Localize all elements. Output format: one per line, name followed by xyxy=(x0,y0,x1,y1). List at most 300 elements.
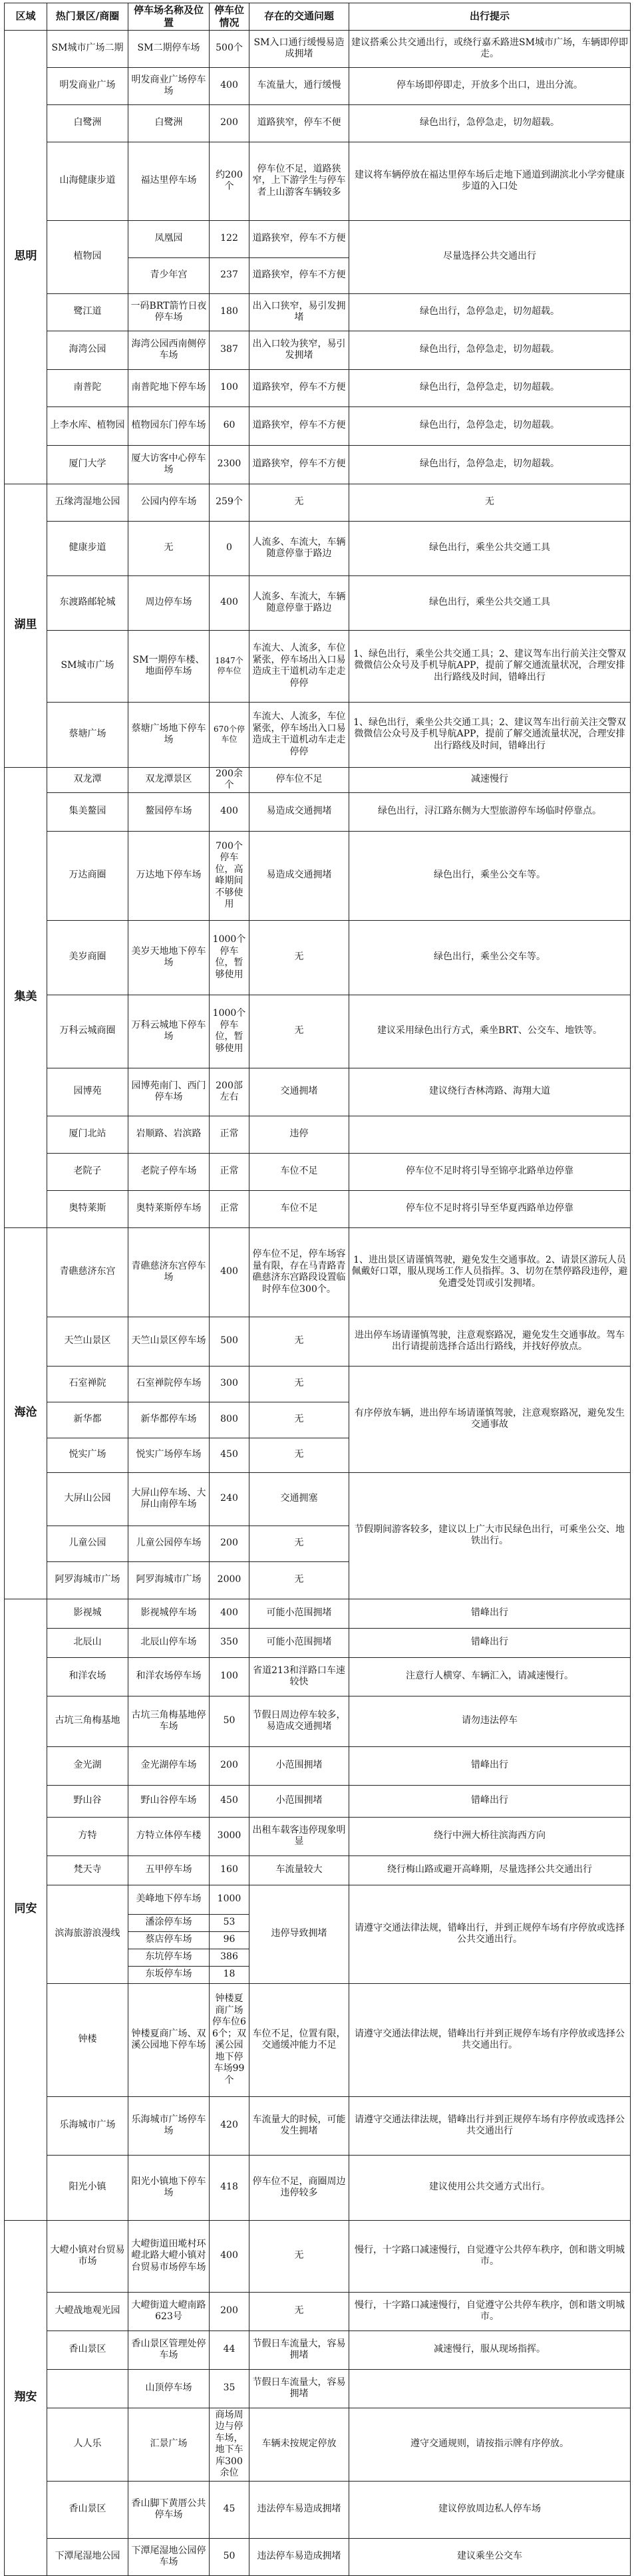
parking-cell: 悦实广场停车场 xyxy=(128,1438,210,1472)
tip-cell: 绿色出行，急停急走，切勿超载。 xyxy=(349,406,631,445)
tip-cell: 请勿违法停车 xyxy=(349,1696,631,1746)
table-row xyxy=(5,331,631,369)
spot-cell: 大嶝战地观光园 xyxy=(47,2292,128,2331)
spaces-cell: 3000 xyxy=(210,1817,249,1855)
spot-cell xyxy=(47,2369,128,2408)
spot-cell: 香山景区 xyxy=(47,2481,128,2538)
table-header-row xyxy=(5,3,631,31)
issue-cell: 小范围拥堵 xyxy=(249,1785,349,1817)
header-parking-spaces: 停车位情况 xyxy=(210,3,249,31)
issue-cell: 人流多、车流大，车辆随意停靠于路边 xyxy=(249,575,349,630)
spot-cell: 明发商业广场 xyxy=(47,67,128,104)
tip-cell: 建议将车辆停放在福达里停车场后走地下通道到湖滨北小学旁健康步道的入口处 xyxy=(349,142,631,220)
spaces-cell: 45 xyxy=(210,2481,249,2538)
tip-cell: 绿色出行，乘坐公交车等。 xyxy=(349,831,631,920)
issue-cell: 车流量大的时候，可能发生拥堵 xyxy=(249,2096,349,2155)
tip-cell: 慢行，十字路口减速慢行，自觉遵守公共停车秩序，创和谐文明城市。 xyxy=(349,2292,631,2331)
tip-cell: 注意行人横穿、车辆汇入，请减速慢行。 xyxy=(349,1657,631,1696)
parking-cell: 大嶝街道大嶝南路623号 xyxy=(128,2292,210,2331)
parking-cell: 植物园东门停车场 xyxy=(128,406,210,445)
spaces-cell: 400 xyxy=(210,2220,249,2292)
tip-cell xyxy=(349,1116,631,1153)
spot-cell: 天竺山景区 xyxy=(47,1317,128,1366)
spaces-cell: 1000个停车位，暂够使用 xyxy=(210,920,249,995)
issue-cell: 节假日车流量大，容易拥堵 xyxy=(249,2331,349,2369)
tip-cell: 减速慢行，服从现场指挥。 xyxy=(349,2331,631,2369)
parking-cell: 一码BRT箭竹日夜停车场 xyxy=(128,293,210,331)
issue-cell: 交通拥堵 xyxy=(249,1068,349,1116)
parking-tips-table xyxy=(4,3,631,2576)
spaces-cell: 500 xyxy=(210,1317,249,1366)
table-row xyxy=(5,767,631,792)
table-row xyxy=(5,1190,631,1227)
table-row xyxy=(5,2220,631,2292)
issue-cell: 违停 xyxy=(249,1116,349,1153)
parking-cell: 明发商业广场停车场 xyxy=(128,67,210,104)
spaces-cell: 237 xyxy=(210,257,249,293)
parking-cell: 奥特莱斯停车场 xyxy=(128,1190,210,1227)
tip-cell: 绿色出行，急停急走，切勿超载。 xyxy=(349,104,631,142)
issue-cell: 无 xyxy=(249,1317,349,1366)
spot-cell: 钟楼 xyxy=(47,1983,128,2096)
parking-cell: 青少年宫 xyxy=(128,257,210,293)
spaces-cell: 500个 xyxy=(210,30,249,67)
spaces-cell: 400 xyxy=(210,1227,249,1317)
parking-cell: SM一期停车楼、地面停车场 xyxy=(128,630,210,702)
table-row xyxy=(5,30,631,67)
table-row xyxy=(5,142,631,220)
spot-cell: 海湾公园 xyxy=(47,331,128,369)
table-row xyxy=(5,1983,631,2096)
table-row xyxy=(5,369,631,406)
parking-cell: 金光湖停车场 xyxy=(128,1746,210,1785)
header-parking-lot: 停车场名称及位置 xyxy=(128,3,210,31)
tip-cell xyxy=(349,2369,631,2408)
spot-cell: 植物园 xyxy=(47,220,128,293)
parking-cell: 汇景广场 xyxy=(128,2408,210,2481)
spaces-cell: 240 xyxy=(210,1472,249,1526)
tip-cell: 减速慢行 xyxy=(349,767,631,792)
spaces-cell: 400 xyxy=(210,1599,249,1628)
parking-cell: 下潭尾湿地公园停车场 xyxy=(128,2538,210,2575)
table-row xyxy=(5,920,631,995)
tip-cell: 请遵守交通法律法规，错峰出行并到正规停车场有序停放或选择公共交通出行。 xyxy=(349,1983,631,2096)
table-row xyxy=(5,702,631,767)
issue-cell: 无 xyxy=(249,2292,349,2331)
parking-cell: 海湾公园西南侧停车场 xyxy=(128,331,210,369)
tip-cell: 绿色出行，急停急走，切勿超载。 xyxy=(349,331,631,369)
tip-cell: 绿色出行，急停急走，切勿超载。 xyxy=(349,293,631,331)
district-cell: 湖里 xyxy=(5,484,47,767)
spot-cell: 上李水库、植物园 xyxy=(47,406,128,445)
spot-cell: 阿罗海城市广场 xyxy=(47,1561,128,1599)
tip-cell: 1、绿色出行，乘坐公共交通工具；2、建议驾车出行前关注交警双微微信公众号及手机导航APP，提前了解交通流量状况，合理安排出行路线及时间，错峰出行 xyxy=(349,630,631,702)
spaces-cell: 450 xyxy=(210,1785,249,1817)
district-cell: 同安 xyxy=(5,1599,47,2220)
spaces-cell: 1000个停车位，暂够使用 xyxy=(210,995,249,1068)
header-district: 区域 xyxy=(5,3,47,31)
parking-cell: 方特立体停车楼 xyxy=(128,1817,210,1855)
parking-cell: 东坑停车场 xyxy=(128,1949,210,1966)
spot-cell: 园博苑 xyxy=(47,1068,128,1116)
tip-cell: 停车位不足时将引导至锦亭北路单边停靠 xyxy=(349,1153,631,1190)
spaces-cell: 200 xyxy=(210,1746,249,1785)
table-row xyxy=(5,630,631,702)
header-scenic-spot: 热门景区/商圈 xyxy=(47,3,128,31)
issue-cell: 节假日车流量大，容易拥堵 xyxy=(249,2369,349,2408)
parking-cell: 古坑三角梅基地停车场 xyxy=(128,1696,210,1746)
spot-cell: SM城市广场 xyxy=(47,630,128,702)
spot-cell: SM城市广场二期 xyxy=(47,30,128,67)
table-row xyxy=(5,484,631,521)
table-row xyxy=(5,995,631,1068)
table-row xyxy=(5,1153,631,1190)
table-row xyxy=(5,1785,631,1817)
issue-cell: 省道213和洋路口车速较快 xyxy=(249,1657,349,1696)
parking-cell: 万科云城地下停车场 xyxy=(128,995,210,1068)
spot-cell: 悦实广场 xyxy=(47,1438,128,1472)
issue-cell: 车位不足 xyxy=(249,1153,349,1190)
spot-cell: 双龙潭 xyxy=(47,767,128,792)
issue-cell: 车位不足，位置有限，交通缓冲能力不足 xyxy=(249,1983,349,2096)
table-row xyxy=(5,1366,631,1402)
parking-cell: 大嶝街道田墘村环嶝北路大嶝小镇对台贸易市场停车场 xyxy=(128,2220,210,2292)
parking-cell: 东坂停车场 xyxy=(128,1966,210,1983)
issue-cell: 人流多、车流大，车辆随意停靠于路边 xyxy=(249,521,349,575)
spot-cell: 梵天寺 xyxy=(47,1855,128,1885)
issue-cell: 交通拥塞 xyxy=(249,1472,349,1526)
issue-cell: 停车位不足 xyxy=(249,767,349,792)
district-cell: 翔安 xyxy=(5,2220,47,2575)
spaces-cell: 386 xyxy=(210,1949,249,1966)
parking-cell: 白鹭洲 xyxy=(128,104,210,142)
spaces-cell: 420 xyxy=(210,2096,249,2155)
tip-cell: 错峰出行 xyxy=(349,1785,631,1817)
parking-cell: 蔡店停车场 xyxy=(128,1931,210,1949)
parking-cell: 美岁天地地下停车场 xyxy=(128,920,210,995)
table-row xyxy=(5,1227,631,1317)
spot-cell: 集美鳌园 xyxy=(47,792,128,831)
tip-cell: 绿色出行，急停急走，切勿超载。 xyxy=(349,369,631,406)
parking-cell: 乐海城市广场停车场 xyxy=(128,2096,210,2155)
table-row xyxy=(5,2155,631,2220)
parking-cell: 蔡塘广场地下停车场 xyxy=(128,702,210,767)
issue-cell: 无 xyxy=(249,995,349,1068)
spaces-cell: 18 xyxy=(210,1966,249,1983)
spaces-cell: 200 xyxy=(210,104,249,142)
tip-cell: 1、绿色出行，乘坐公共交通工具；2、建议驾车出行前关注交警双微微信公众号及手机导航APP，提前了解交通流量状况，合理安排出行路线及时间，错峰出行 xyxy=(349,702,631,767)
parking-cell: 石室禅院停车场 xyxy=(128,1366,210,1402)
table-row xyxy=(5,1628,631,1657)
parking-cell: 公园内停车场 xyxy=(128,484,210,521)
table-row xyxy=(5,1657,631,1696)
issue-cell: 易造成交通拥堵 xyxy=(249,792,349,831)
spaces-cell: 正常 xyxy=(210,1153,249,1190)
parking-cell: 和洋农场停车场 xyxy=(128,1657,210,1696)
spot-cell: 北辰山 xyxy=(47,1628,128,1657)
table-row xyxy=(5,104,631,142)
tip-cell: 节假期间游客较多，建议以上广大市民绿色出行，可乘坐公交、地铁出行。 xyxy=(349,1472,631,1599)
spaces-cell: 商场周边与停车场，地下车库300余位 xyxy=(210,2408,249,2481)
issue-cell: 出入口狭窄，易引发拥堵 xyxy=(249,293,349,331)
issue-cell: 无 xyxy=(249,920,349,995)
spot-cell: 乐海城市广场 xyxy=(47,2096,128,2155)
spot-cell: 蔡塘广场 xyxy=(47,702,128,767)
spaces-cell: 400 xyxy=(210,575,249,630)
spot-cell: 南普陀 xyxy=(47,369,128,406)
tip-cell: 1、进出景区请谨慎驾驶，避免发生交通事故。2、请景区游玩人员佩戴好口罩，服从现场工作人员指挥。3、切勿在禁停路段违停，避免遭受处罚或引发拥堵。 xyxy=(349,1227,631,1317)
issue-cell: SM入口通行缓慢易造成拥堵 xyxy=(249,30,349,67)
spaces-cell: 0 xyxy=(210,521,249,575)
tip-cell: 建议乘坐公交车 xyxy=(349,2538,631,2575)
district-cell: 思明 xyxy=(5,30,47,484)
parking-cell: 美峰地下停车场 xyxy=(128,1885,210,1914)
table-row xyxy=(5,2331,631,2369)
issue-cell: 道路狭窄，停车不方便 xyxy=(249,220,349,257)
tip-cell: 遵守交通规则，请按指示牌有序停放。 xyxy=(349,2408,631,2481)
spaces-cell: 钟楼夏商广场停车位66个；双溪公园地下停车场99个 xyxy=(210,1983,249,2096)
table-row xyxy=(5,831,631,920)
spot-cell: 大屏山公园 xyxy=(47,1472,128,1526)
tip-cell: 绿色出行，乘坐公共交通工具 xyxy=(349,575,631,630)
tip-cell: 建议绕行杏林湾路、海翔大道 xyxy=(349,1068,631,1116)
parking-cell: 青礁慈济东宫停车场 xyxy=(128,1227,210,1317)
spot-cell: 鹭江道 xyxy=(47,293,128,331)
spaces-cell: 100 xyxy=(210,369,249,406)
issue-cell: 道路狭窄，停车不方便 xyxy=(249,445,349,484)
parking-cell: 无 xyxy=(128,521,210,575)
table-row xyxy=(5,521,631,575)
tip-cell: 停车场即停即走，开放多个出口，进出分流。 xyxy=(349,67,631,104)
spaces-cell: 96 xyxy=(210,1931,249,1949)
issue-cell: 出入口较为狭窄，易引发拥堵 xyxy=(249,331,349,369)
issue-cell: 车流量较大 xyxy=(249,1855,349,1885)
parking-cell: 园博苑南门、西门停车场 xyxy=(128,1068,210,1116)
parking-cell: 双龙潭景区 xyxy=(128,767,210,792)
spaces-cell: 400 xyxy=(210,67,249,104)
spaces-cell: 200部左右 xyxy=(210,1068,249,1116)
spot-cell: 大嶝小镇对台贸易市场 xyxy=(47,2220,128,2292)
spaces-cell: 50 xyxy=(210,1696,249,1746)
issue-cell: 停车位不足，停车场容量有限，存在马青路青礁慈济东宫路段设置临时停车位300个。 xyxy=(249,1227,349,1317)
parking-cell: 天竺山景区停车场 xyxy=(128,1317,210,1366)
issue-cell: 停车位不足，道路狭窄，上下游学生与停车者上山游客车辆较多 xyxy=(249,142,349,220)
spot-cell: 五缘湾湿地公园 xyxy=(47,484,128,521)
issue-cell: 车流大、人流多，车位紧张，停车场出入口易造成主干道机动车走走停停 xyxy=(249,702,349,767)
parking-cell: 阿罗海城市广场 xyxy=(128,1561,210,1599)
parking-cell: 阳光小镇地下停车场 xyxy=(128,2155,210,2220)
issue-cell: 小范围拥堵 xyxy=(249,1746,349,1785)
tip-cell: 绕行梅山路或避开高峰期，尽量选择公共交通出行 xyxy=(349,1855,631,1885)
issue-cell: 出租车载客违停现象明显 xyxy=(249,1817,349,1855)
header-travel-tip: 出行提示 xyxy=(349,3,631,31)
parking-cell: 岩顺路、岩滨路 xyxy=(128,1116,210,1153)
district-cell: 海沧 xyxy=(5,1227,47,1599)
tip-cell: 尽量选择公共交通出行 xyxy=(349,220,631,293)
table-row xyxy=(5,1696,631,1746)
parking-cell: 新华都停车场 xyxy=(128,1402,210,1438)
table-row xyxy=(5,1116,631,1153)
spot-cell: 厦门大学 xyxy=(47,445,128,484)
parking-cell: 厦大访客中心停车场 xyxy=(128,445,210,484)
issue-cell: 车流量大，通行缓慢 xyxy=(249,67,349,104)
spaces-cell: 53 xyxy=(210,1914,249,1931)
issue-cell: 道路狭窄，停车不方便 xyxy=(249,369,349,406)
issue-cell: 车流大、人流多，车位紧张，停车场出入口易造成主干道机动车走走停停 xyxy=(249,630,349,702)
issue-cell: 无 xyxy=(249,1402,349,1438)
spot-cell: 儿童公园 xyxy=(47,1526,128,1561)
parking-cell: 香山脚下黄厝公共停车场 xyxy=(128,2481,210,2538)
spaces-cell: 1000 xyxy=(210,1885,249,1914)
tip-cell: 进出停车场请谨慎驾驶，注意观察路况，避免发生交通事故。驾车出行请提前选择合适出行路线，并找好停放点。 xyxy=(349,1317,631,1366)
spot-cell: 白鹭洲 xyxy=(47,104,128,142)
table-row xyxy=(5,792,631,831)
table-row xyxy=(5,67,631,104)
spaces-cell: 1847个停车位 xyxy=(210,630,249,702)
spaces-cell: 约200个 xyxy=(210,142,249,220)
issue-cell: 车位不足 xyxy=(249,1190,349,1227)
spaces-cell: 正常 xyxy=(210,1190,249,1227)
parking-cell: 香山景区管理处停车场 xyxy=(128,2331,210,2369)
issue-cell: 违法停车易造成拥堵 xyxy=(249,2538,349,2575)
spaces-cell: 180 xyxy=(210,293,249,331)
spaces-cell: 44 xyxy=(210,2331,249,2369)
parking-cell: 北辰山停车场 xyxy=(128,1628,210,1657)
parking-cell: 潘涂停车场 xyxy=(128,1914,210,1931)
tip-cell: 错峰出行 xyxy=(349,1628,631,1657)
spot-cell: 滨海旅游浪漫线 xyxy=(47,1885,128,1983)
spot-cell: 奥特莱斯 xyxy=(47,1190,128,1227)
spot-cell: 影视城 xyxy=(47,1599,128,1628)
spaces-cell: 50 xyxy=(210,2538,249,2575)
parking-cell: 万达地下停车场 xyxy=(128,831,210,920)
parking-cell: 山顶停车场 xyxy=(128,2369,210,2408)
spaces-cell: 259个 xyxy=(210,484,249,521)
spot-cell: 青礁慈济东宫 xyxy=(47,1227,128,1317)
district-cell: 集美 xyxy=(5,767,47,1227)
spot-cell: 下潭尾湿地公园 xyxy=(47,2538,128,2575)
tip-cell: 建议使用公共交通方式出行。 xyxy=(349,2155,631,2220)
parking-cell: 福达里停车场 xyxy=(128,142,210,220)
spaces-cell: 160 xyxy=(210,1855,249,1885)
spaces-cell: 2300 xyxy=(210,445,249,484)
spot-cell: 香山景区 xyxy=(47,2331,128,2369)
spot-cell: 健康步道 xyxy=(47,521,128,575)
parking-cell: 五甲停车场 xyxy=(128,1855,210,1885)
spot-cell: 美岁商圈 xyxy=(47,920,128,995)
issue-cell: 可能小范围拥堵 xyxy=(249,1628,349,1657)
spot-cell: 厦门北站 xyxy=(47,1116,128,1153)
table-row xyxy=(5,1317,631,1366)
table-row xyxy=(5,445,631,484)
spot-cell: 方特 xyxy=(47,1817,128,1855)
spot-cell: 山海健康步道 xyxy=(47,142,128,220)
table-row xyxy=(5,1068,631,1116)
parking-cell: 野山谷停车场 xyxy=(128,1785,210,1817)
parking-cell: 凤凰园 xyxy=(128,220,210,257)
issue-cell: 道路狭窄，停车不便 xyxy=(249,104,349,142)
parking-cell: 周边停车场 xyxy=(128,575,210,630)
table-row xyxy=(5,293,631,331)
tip-cell: 有序停放车辆，进出停车场请谨慎驾驶，注意观察路况，避免发生交通事故 xyxy=(349,1366,631,1472)
tip-cell: 建议搭乘公共交通出行，或绕行嘉禾路进SM城市广场，车辆即停即走。 xyxy=(349,30,631,67)
spot-cell: 人人乐 xyxy=(47,2408,128,2481)
spot-cell: 石室禅院 xyxy=(47,1366,128,1402)
tip-cell: 绿色出行，急停急走，切勿超载。 xyxy=(349,445,631,484)
issue-cell: 无 xyxy=(249,1366,349,1402)
issue-cell: 无 xyxy=(249,1561,349,1599)
issue-cell: 无 xyxy=(249,1438,349,1472)
table-row xyxy=(5,1855,631,1885)
issue-cell: 违停导致拥堵 xyxy=(249,1885,349,1983)
issue-cell: 无 xyxy=(249,484,349,521)
table-row xyxy=(5,1472,631,1526)
parking-cell: 南普陀地下停车场 xyxy=(128,369,210,406)
table-row xyxy=(5,406,631,445)
spot-cell: 金光湖 xyxy=(47,1746,128,1785)
spot-cell: 东渡路邮轮城 xyxy=(47,575,128,630)
table-row xyxy=(5,1885,631,1914)
issue-cell: 停车位不足，商圈周边违停较多 xyxy=(249,2155,349,2220)
tip-cell: 绿色出行，乘坐公交车等。 xyxy=(349,920,631,995)
tip-cell: 建议采用绿色出行方式，乘坐BRT、公交车、地铁等。 xyxy=(349,995,631,1068)
parking-cell: 老院子停车场 xyxy=(128,1153,210,1190)
issue-cell: 无 xyxy=(249,1526,349,1561)
spaces-cell: 正常 xyxy=(210,1116,249,1153)
tip-cell: 绕行中洲大桥往滨海西方向 xyxy=(349,1817,631,1855)
table-row xyxy=(5,2369,631,2408)
spaces-cell: 200余个 xyxy=(210,767,249,792)
spaces-cell: 300 xyxy=(210,1366,249,1402)
spaces-cell: 387 xyxy=(210,331,249,369)
table-row xyxy=(5,2538,631,2575)
issue-cell: 道路狭窄，停车不方便 xyxy=(249,257,349,293)
tip-cell: 停车位不足时将引导至华夏西路单边停靠 xyxy=(349,1190,631,1227)
spot-cell: 万科云城商圈 xyxy=(47,995,128,1068)
spaces-cell: 418 xyxy=(210,2155,249,2220)
parking-cell: 鳌园停车场 xyxy=(128,792,210,831)
tip-cell: 错峰出行 xyxy=(349,1746,631,1785)
spaces-cell: 350 xyxy=(210,1628,249,1657)
tip-cell: 请遵守交通法律法规，错峰出行，并到正规停车场有序停放或选择公共交通出行。 xyxy=(349,1885,631,1983)
header-traffic-issue: 存在的交通问题 xyxy=(249,3,349,31)
spot-cell: 古坑三角梅基地 xyxy=(47,1696,128,1746)
spot-cell: 和洋农场 xyxy=(47,1657,128,1696)
table-row xyxy=(5,575,631,630)
issue-cell: 节假日周边停车较多，易造成交通拥堵 xyxy=(249,1696,349,1746)
tip-cell: 绿色出行，浔江路东侧为大型旅游停车场临时停靠点。 xyxy=(349,792,631,831)
spaces-cell: 2000 xyxy=(210,1561,249,1599)
parking-cell: 大屏山停车场、大屏山南停车场 xyxy=(128,1472,210,1526)
spaces-cell: 60 xyxy=(210,406,249,445)
spaces-cell: 450 xyxy=(210,1438,249,1472)
table-row xyxy=(5,2292,631,2331)
parking-cell: 钟楼夏商广场、双溪公园地下停车场 xyxy=(128,1983,210,2096)
table-row xyxy=(5,220,631,257)
tip-cell: 建议停放周边私人停车场 xyxy=(349,2481,631,2538)
issue-cell: 易造成交通拥堵 xyxy=(249,831,349,920)
spaces-cell: 670个停车位 xyxy=(210,702,249,767)
spot-cell: 野山谷 xyxy=(47,1785,128,1817)
parking-cell: 影视城停车场 xyxy=(128,1599,210,1628)
spaces-cell: 700个停车位，高峰期间不够使用 xyxy=(210,831,249,920)
table-row xyxy=(5,1746,631,1785)
spaces-cell: 122 xyxy=(210,220,249,257)
tip-cell: 慢行，十字路口减速慢行，自觉遵守公共停车秩序，创和谐文明城市。 xyxy=(349,2220,631,2292)
tip-cell: 无 xyxy=(349,484,631,521)
table-row xyxy=(5,2096,631,2155)
table-row xyxy=(5,2481,631,2538)
